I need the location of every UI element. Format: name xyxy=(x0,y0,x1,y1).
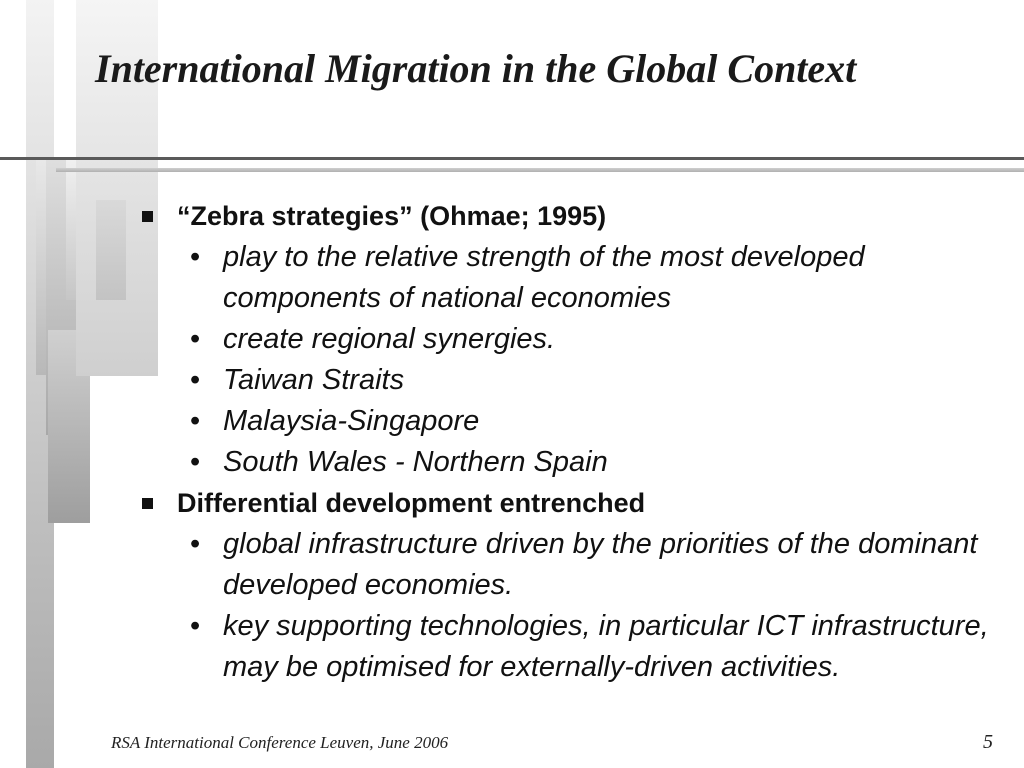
sub-bullet-text: Malaysia-Singapore xyxy=(223,405,480,437)
dot-bullet-icon: • xyxy=(190,364,201,396)
dot-bullet-icon: • xyxy=(190,528,201,560)
sub-bullet-text: South Wales - Northern Spain xyxy=(223,446,608,478)
sub-bullet-text: Taiwan Straits xyxy=(223,364,405,396)
sub-bullet-item xyxy=(140,360,1010,401)
sub-bullet-item xyxy=(140,606,1010,688)
sub-bullet-item xyxy=(140,442,1010,483)
bullet-item xyxy=(140,483,1010,524)
dot-bullet-icon: • xyxy=(190,610,201,642)
sub-bullet-item xyxy=(140,237,1010,319)
slide-title: International Migration in the Global Context xyxy=(95,46,857,91)
dot-bullet-icon: • xyxy=(190,323,201,355)
sub-bullet-item xyxy=(140,319,1010,360)
bullet-text: Differential development entrenched xyxy=(177,488,646,518)
title-divider-shadow xyxy=(56,168,1024,172)
dot-bullet-icon: • xyxy=(190,405,201,437)
title-divider xyxy=(0,157,1024,160)
square-bullet-icon xyxy=(142,211,153,222)
bullet-item xyxy=(140,196,1010,237)
sub-bullet-text: global infrastructure driven by the priorities of the dominant developed economies. xyxy=(223,528,978,601)
sub-bullet-item xyxy=(140,524,1010,606)
dot-bullet-icon: • xyxy=(190,241,201,273)
sub-bullet-text: play to the relative strength of the most developed components of national economies xyxy=(223,241,865,314)
bullet-text: “Zebra strategies” (Ohmae; 1995) xyxy=(177,201,607,231)
sub-bullet-item xyxy=(140,401,1010,442)
sub-bullet-text: key supporting technologies, in particular ICT infrastructure, may be optimised for externally-driven activities. xyxy=(223,610,989,683)
dot-bullet-icon: • xyxy=(190,446,201,478)
square-bullet-icon xyxy=(142,498,153,509)
decorative-bar xyxy=(96,200,126,300)
sub-bullet-text: create regional synergies. xyxy=(223,323,556,355)
slide-content xyxy=(140,196,1010,688)
page-number: 5 xyxy=(983,731,993,753)
footer-text: RSA International Conference Leuven, June 2006 xyxy=(111,733,449,752)
